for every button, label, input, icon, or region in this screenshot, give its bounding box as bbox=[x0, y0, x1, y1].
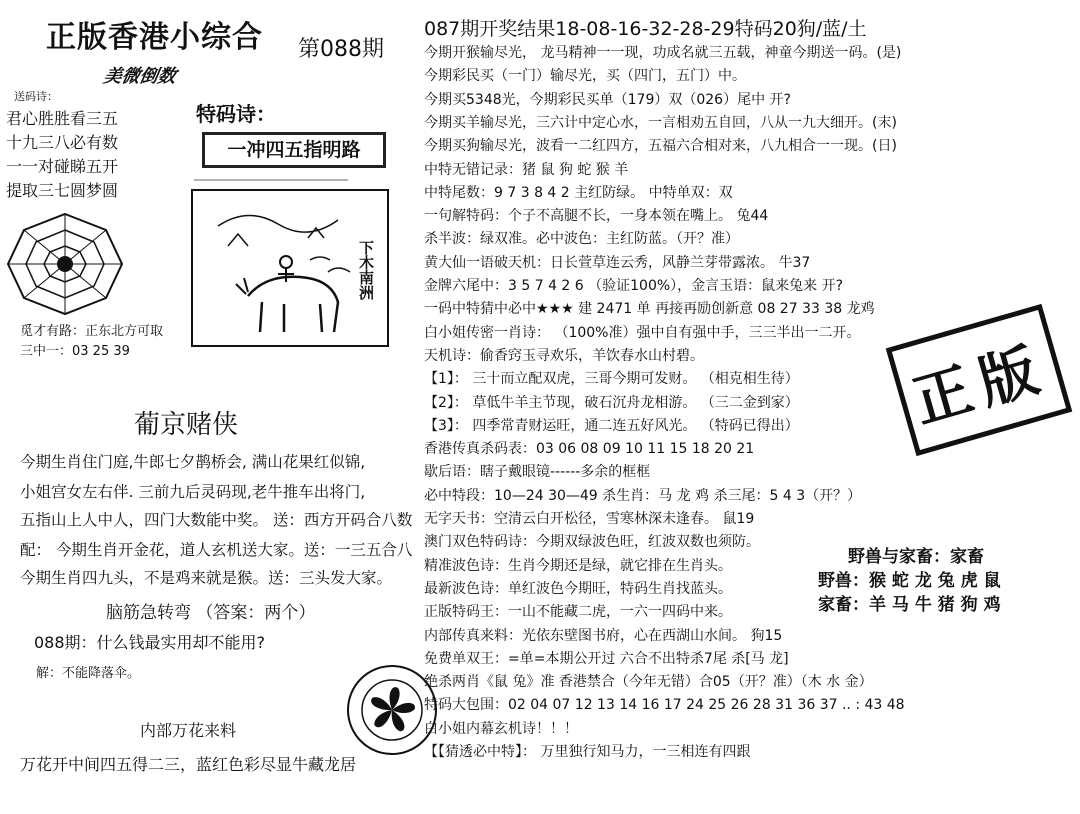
bagua-diagram bbox=[6, 212, 124, 316]
riddle-title: 脑筋急转弯 （答案：两个） bbox=[106, 603, 316, 623]
tema-poem-box: 一冲四五指明路 bbox=[202, 132, 386, 168]
info-line: 中特尾数：9 7 3 8 4 2 主红防绿。 中特单双：双 bbox=[424, 184, 733, 201]
info-line: 澳门双色特码诗：今期双绿波色旺，红波双数也须防。 bbox=[424, 534, 760, 551]
subtitle: 美微倒数 bbox=[101, 66, 178, 87]
wanhua-text: 万花开中间四五得二三，蓝红色彩尽显牛藏龙居 bbox=[20, 755, 357, 774]
xia-line-4: 配： 今期生肖开金花，道人玄机送大家。送：一三五合八 bbox=[20, 541, 413, 559]
info-line: 杀半波：绿双准。必中波色：主红防蓝。（开？准） bbox=[424, 231, 739, 248]
tema-poem-label: 特码诗： bbox=[196, 102, 276, 126]
xia-line-2: 小姐宫女左右伴. 三前九后灵码现,老牛推车出将门, bbox=[20, 483, 366, 501]
info-line: 中特无错记录：猪 鼠 狗 蛇 猴 羊 bbox=[424, 161, 629, 178]
info-line: 特码大包围：02 04 07 12 13 14 16 17 24 25 26 28 31 36 37 .. : 43 48 bbox=[424, 697, 905, 714]
info-line: 今期开猴输尽光， 龙马精神一一现，功成名就三五载，神童今期送一码。(是) bbox=[424, 45, 902, 61]
info-line: 歇后语：瞎子戴眼镜------多余的框框 bbox=[424, 464, 651, 481]
info-line: 一码中特猜中必中★★★ 建 2471 单 再接再励创新意 08 27 33 38 龙鸡 bbox=[424, 301, 875, 318]
xia-line-5: 今期生肖四九头，不是鸡来就是猴。送：三头发大家。 bbox=[20, 569, 393, 587]
draw-result: 087期开奖结果18-08-16-32-28-29特码20狗/蓝/土 bbox=[424, 18, 867, 40]
poem-line-1: 君心胜胜看三五 bbox=[6, 109, 119, 128]
info-line: 金牌六尾中：3 5 7 4 2 6 （验证100%），金言玉语：鼠来兔来 开? bbox=[424, 278, 844, 294]
info-line: 今期买羊输尽光，三六计中定心水，一言相劝五自回，八从一九大细开。(末) bbox=[424, 114, 897, 131]
info-line: 绝杀两肖《鼠 兔》准 香港禁合（今年无错）合05（开？准）（木 水 金） bbox=[424, 674, 873, 691]
xia-title: 葡京赌侠 bbox=[134, 410, 239, 440]
genuine-stamp: 正版 bbox=[886, 304, 1073, 456]
info-line: 无字天书：空清云白开松径，雪寒林深未逢春。 鼠19 bbox=[424, 511, 755, 527]
info-line: 今期买狗输尽光，波看一二红四方，五福六合相对来，八九相合一一现。(日) bbox=[424, 138, 897, 155]
info-line: 白小姐内幕玄机诗！！！ bbox=[424, 720, 578, 737]
issue-number: 第088期 bbox=[298, 37, 384, 62]
info-line: 精准波色诗：生肖今期还是绿，就它排在生肖头。 bbox=[424, 557, 732, 574]
poem-line-4: 提取三七圆梦圆 bbox=[6, 181, 119, 200]
info-line: 天机诗：偷香窍玉寻欢乐，羊饮春水山村碧。 bbox=[424, 347, 704, 364]
info-line: 黄大仙一语破天机：日长萱草连云秀，风静兰芽带露浓。 牛37 bbox=[424, 254, 811, 271]
info-line: 白小姐传密一肖诗： （100%准）强中自有强中手，三三半出一二开。 bbox=[424, 324, 861, 341]
wild-beasts: 野兽：猴 蛇 龙 兔 虎 鼠 bbox=[818, 571, 1001, 591]
xia-line-3: 五指山上人中人，四门大数能中奖。 送：西方开码合八数 bbox=[20, 511, 413, 529]
info-line: 最新波色诗：单红波色今期旺，特码生肖找蓝头。 bbox=[424, 580, 732, 597]
three-pick-one: 三中一：03 25 39 bbox=[20, 344, 130, 359]
info-line: 内部传真来料：光依东壁图书府，心在西湖山水间。 狗15 bbox=[424, 627, 783, 644]
lucky-direction: 觅才有路：正东北方可取 bbox=[20, 324, 164, 339]
xia-line-1: 今期生肖住门庭,牛郎七夕鹊桥会, 满山花果红似锦, bbox=[20, 453, 366, 471]
bauhinia-logo bbox=[346, 664, 438, 756]
wanhua-title: 内部万花来料 bbox=[140, 721, 237, 740]
poem-line-2: 十九三八必有数 bbox=[6, 133, 119, 152]
info-line: 香港传真杀码表：03 06 08 09 10 11 15 18 20 21 bbox=[424, 441, 755, 458]
info-line: 【1】： 三十而立配双虎，三哥今期可发财。 （相克相生待） bbox=[424, 371, 799, 388]
page-title: 正版香港小综合 bbox=[46, 20, 263, 55]
info-line: 免费单双王：=单=本期公开过 六合不出特杀7尾 杀[马 龙] bbox=[424, 650, 789, 667]
info-line: 今期彩民买（一门）输尽光，买（四门，五门）中。 bbox=[424, 68, 746, 85]
riddle-question: 088期：什么钱最实用却不能用? bbox=[34, 633, 266, 652]
domestic-animals: 家畜：羊 马 牛 猪 狗 鸡 bbox=[818, 595, 1001, 615]
info-line: 【2】： 草低牛羊主节现，破石沉舟龙相游。 （三二金到家） bbox=[424, 394, 799, 411]
info-line: 正版特码王：一山不能藏二虎，一六一四码中来。 bbox=[424, 604, 732, 621]
info-line: 必中特段：10—24 30—49 杀生肖：马 龙 鸡 杀三尾：5 4 3（开？） bbox=[424, 487, 862, 504]
poem-label: 送码诗： bbox=[14, 90, 58, 103]
info-line: 今期买5348光，今期彩民买单（179）双（026）尾中 开? bbox=[424, 91, 791, 108]
poem-line-3: 一一对碰睇五开 bbox=[6, 157, 119, 176]
picture-caption: 下木南洲 bbox=[357, 240, 375, 300]
riddle-answer: 解：不能降落伞。 bbox=[36, 666, 141, 681]
beasts-heading: 野兽与家畜：家畜 bbox=[848, 547, 984, 567]
info-line: 【【猜透必中特】： 万里独行知马力，一三相连有四跟 bbox=[424, 744, 751, 760]
info-line: 【3】： 四季常青财运旺，通二连五好风光。 （特码已得出） bbox=[424, 417, 799, 434]
info-line: 一句解特码：个子不高腿不长，一身本领在嘴上。 兔44 bbox=[424, 208, 769, 225]
